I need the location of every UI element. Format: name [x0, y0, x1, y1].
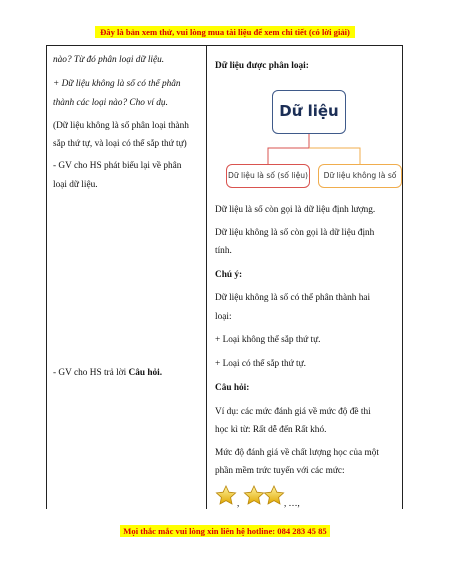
star-icons — [215, 484, 335, 510]
preview-banner: Đây là bản xem thử, vui lòng mua tài liệu để xem chi tiết (có lời giải) — [95, 26, 355, 38]
left-column — [53, 46, 201, 509]
section-heading: Dữ liệu được phân loại: — [215, 61, 309, 71]
paragraph: loại: — [215, 312, 232, 322]
question-line: + Dữ liệu không là số có thể phân — [53, 79, 181, 89]
data-classification-diagram — [226, 90, 400, 194]
column-divider — [206, 46, 207, 509]
instruction-text: - GV cho HS trả lời — [53, 368, 129, 378]
star-icon — [264, 486, 283, 504]
question-line: thành các loại nào? Cho ví dụ. — [53, 98, 168, 108]
star-separator: , — [237, 498, 240, 508]
paragraph: tính. — [215, 246, 232, 256]
paragraph: học kì từ: Rất dễ đến Rất khó. — [215, 425, 327, 435]
list-item: + Loại có thể sắp thứ tự. — [215, 359, 306, 369]
paragraph: Mức độ đánh giá về chất lượng học của một — [215, 448, 379, 458]
paragraph: Ví dụ: các mức đánh giá về mức độ đề thi — [215, 407, 371, 417]
paragraph: Dữ liệu là số còn gọi là dữ liệu định lượng. — [215, 205, 376, 215]
teacher-instruction: loại dữ liệu. — [53, 180, 98, 190]
hotline-banner: Mọi thắc mắc vui lòng xin liên hệ hotline: 084 283 45 85 — [120, 525, 330, 537]
right-column — [215, 46, 399, 509]
text-line: nào? Từ đó phân loại dữ liệu. — [53, 55, 165, 65]
star-icon — [244, 486, 263, 504]
list-item: + Loại không thể sắp thứ tự. — [215, 335, 321, 345]
connector-right — [309, 148, 360, 164]
note-heading: Chú ý: — [215, 270, 243, 280]
teacher-instruction: - GV cho HS phát biểu lại về phân — [53, 161, 182, 171]
connector-left — [268, 134, 309, 164]
stars-tail: , …, — [284, 498, 300, 508]
numeric-data-node: Dữ liệu là số (số liệu) — [226, 164, 310, 188]
non-numeric-data-node: Dữ liệu không là số — [318, 164, 402, 188]
teacher-instruction — [53, 366, 162, 382]
star-icon — [216, 486, 235, 504]
paragraph: Dữ liệu không là số còn gọi là dữ liệu định — [215, 228, 375, 238]
star-rating-examples — [215, 484, 399, 510]
answer-line: (Dữ liệu không là số phân loại thành — [53, 121, 189, 131]
paragraph: Dữ liệu không là số có thể phân thành hai — [215, 293, 371, 303]
answer-line: sắp thứ tự, và loại có thể sắp thứ tự) — [53, 139, 187, 149]
paragraph: phần mềm trức tuyến với các mức: — [215, 466, 345, 476]
instruction-bold: Câu hỏi. — [128, 368, 163, 378]
question-heading: Câu hỏi: — [215, 383, 250, 393]
lesson-table — [46, 45, 403, 509]
root-node: Dữ liệu — [272, 90, 346, 134]
